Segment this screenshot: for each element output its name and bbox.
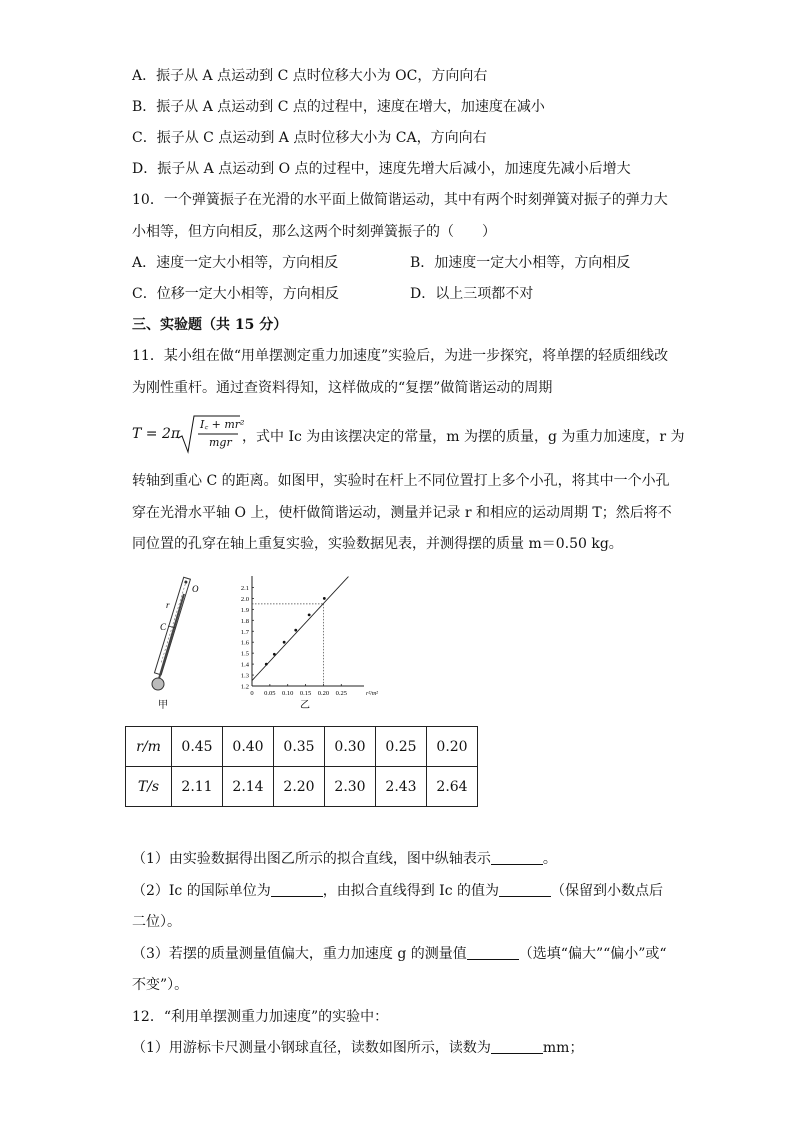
- cell-r-5: 0.25: [376, 727, 427, 767]
- q9-option-b: B．振子从 A 点运动到 C 点的过程中，速度在增大，加速度在减小: [132, 99, 545, 115]
- cell-r-2: 0.40: [223, 727, 274, 767]
- row-head-r: r/m: [126, 727, 172, 767]
- q11-sub3: （3）若摆的质量测量值偏大，重力加速度 g 的测量值 （选填“偏大”“偏小”或“: [132, 946, 667, 962]
- q11-line3: ，式中 Ic 为由该摆决定的常量，m 为摆的质量，g 为重力加速度，r 为: [242, 429, 685, 445]
- y-tick-label: 1.4: [240, 661, 249, 669]
- y-tick-label: 1.5: [240, 650, 249, 658]
- x-axis-label: r²/m²: [366, 691, 378, 697]
- formula-numerator: I꜀ + mr²: [200, 418, 245, 431]
- y-tick-label: 1.3: [240, 672, 249, 680]
- q12-sub1: （1）用游标卡尺测量小钢球直径，读数如图所示，读数为 mm；: [132, 1040, 584, 1056]
- label-o: O: [192, 584, 199, 594]
- cell-r-3: 0.35: [274, 727, 325, 767]
- q11-line2: 为刚性重杆。通过查资料得知，这样做成的“复摆”做简谐运动的周期: [132, 380, 553, 396]
- cell-t-2: 2.14: [223, 767, 274, 807]
- formula-t: T = 2π: [132, 426, 181, 442]
- pendulum-stem: [158, 594, 184, 682]
- data-point: [265, 663, 268, 666]
- y-tick-label: 1.6: [240, 639, 249, 647]
- data-point: [323, 597, 326, 600]
- y-tick-label: 1.9: [240, 606, 249, 614]
- answer-blank-5[interactable]: [491, 1039, 543, 1054]
- label-r: r: [166, 600, 170, 610]
- y-tick-label: 1.7: [240, 628, 249, 636]
- figure-yi-chart: [228, 574, 398, 712]
- cell-t-3: 2.20: [274, 767, 325, 807]
- label-c: C: [160, 622, 167, 632]
- cell-r-6: 0.20: [427, 727, 478, 767]
- data-point: [273, 653, 276, 656]
- y-tick-label: 1.2: [240, 683, 249, 691]
- row-head-t: T/s: [126, 767, 172, 807]
- x-tick-label: 0.20: [317, 690, 330, 697]
- y-tick-label: 1.8: [240, 617, 249, 625]
- answer-blank-4[interactable]: [467, 945, 519, 960]
- q9-option-d: D．振子从 A 点运动到 O 点的过程中，速度先增大后减小，加速度先减小后增大: [132, 161, 631, 177]
- x-tick-label: 0.05: [264, 690, 276, 697]
- label-yi: 乙: [300, 700, 310, 711]
- pendulum-bob: [152, 678, 164, 690]
- q10-stem-line1: 10．一个弹簧振子在光滑的水平面上做简谐运动，其中有两个时刻弹簧对振子的弹力大: [132, 192, 668, 208]
- q10-option-a: A．速度一定大小相等，方向相反: [132, 255, 339, 271]
- y-tick-label: 2.0: [240, 595, 249, 603]
- q11-line1: 11．某小组在做“用单摆测定重力加速度”实验后，为进一步探究，将单摆的轻质细线改: [132, 348, 669, 364]
- q9-option-c: C．振子从 C 点运动到 A 点时位移大小为 CA，方向向右: [132, 130, 487, 146]
- y-tick-label: 2.1: [240, 584, 249, 592]
- q11-line6: 同位置的孔穿在轴上重复实验，实验数据见表，并测得摆的质量 m＝0.50 kg。: [132, 536, 623, 552]
- figure-jia: [140, 572, 212, 710]
- answer-blank-3[interactable]: [499, 882, 551, 897]
- q10-option-c: C．位移一定大小相等，方向相反: [132, 286, 339, 302]
- section-title: 三、实验题（共 15 分）: [132, 317, 288, 333]
- q10-stem-line2: 小相等，但方向相反，那么这两个时刻弹簧振子的（ ）: [132, 224, 496, 240]
- cell-r-1: 0.45: [172, 727, 223, 767]
- q12-stem: 12．“利用单摆测重力加速度”的实验中：: [132, 1009, 389, 1025]
- q11-sub2: （2）Ic 的国际单位为 ，由拟合直线得到 Ic 的值为 （保留到小数点后: [132, 883, 664, 899]
- data-point: [308, 613, 311, 616]
- data-point: [294, 629, 297, 632]
- q11-line4: 转轴到重心 C 的距离。如图甲，实验时在杆上不同位置打上多个小孔，将其中一个小孔: [132, 473, 670, 489]
- q10-option-d: D．以上三项都不对: [410, 286, 534, 302]
- q9-option-a: A．振子从 A 点运动到 C 点时位移大小为 OC，方向向右: [132, 68, 488, 84]
- x-tick-label: 0: [250, 690, 254, 697]
- q11-sub3-cont: 不变”）。: [132, 977, 189, 993]
- x-tick-label: 0.15: [299, 690, 312, 697]
- table-row-r: [126, 727, 478, 767]
- cell-t-6: 2.64: [427, 767, 478, 807]
- label-jia: 甲: [158, 700, 168, 710]
- answer-blank-1[interactable]: [491, 850, 543, 865]
- answer-blank-2[interactable]: [271, 882, 323, 897]
- formula-denominator: mgr: [209, 436, 232, 449]
- cell-t-5: 2.43: [376, 767, 427, 807]
- x-tick-label: 0.10: [282, 690, 294, 697]
- cell-t-1: 2.11: [172, 767, 223, 807]
- data-table: [125, 726, 478, 807]
- data-point: [283, 641, 286, 644]
- x-tick-label: 0.25: [335, 690, 347, 697]
- cell-r-4: 0.30: [325, 727, 376, 767]
- table-row-t: [126, 767, 478, 807]
- q11-sub2-cont: 二位）。: [132, 914, 181, 930]
- q11-line5: 穿在光滑水平轴 O 上，使杆做简谐运动，测量并记录 r 和相应的运动周期 T；然后将不: [132, 505, 672, 521]
- q11-sub1: （1）由实验数据得出图乙所示的拟合直线，图中纵轴表示 。: [132, 851, 557, 867]
- q10-option-b: B．加速度一定大小相等，方向相反: [410, 255, 631, 271]
- cell-t-4: 2.30: [325, 767, 376, 807]
